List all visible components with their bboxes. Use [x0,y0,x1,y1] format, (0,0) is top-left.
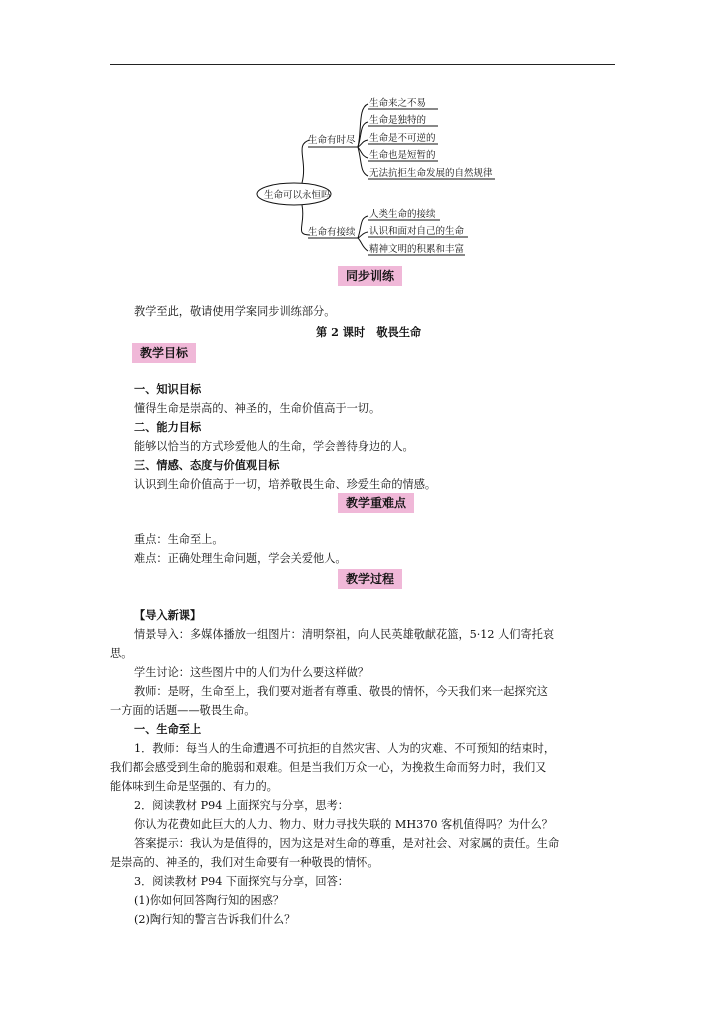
header-rule [110,64,615,65]
paragraph-line: 答案提示：我认为是值得的，因为这是对生命的尊重，是对社会、对家属的责任。生命 [134,837,560,850]
section-label-sync: 同步训练 [338,266,402,286]
goal-heading: 三、情感、态度与价值观目标 [134,458,280,472]
mindmap-leaf: 生命是不可逆的 [369,133,436,144]
lesson-title: 第 2 课时 敬畏生命 [316,325,422,339]
paragraph-line: 情景导入：多媒体播放一组图片：清明祭祖，向人民英雄敬献花篮，5·12 人们寄托哀 [134,628,555,641]
section-label-key-points: 教学重难点 [338,493,414,513]
mindmap-connector [358,238,368,251]
sync-text: 教学至此，敬请使用学案同步训练部分。 [134,305,336,318]
mindmap-leaf: 生命也是短暂的 [369,150,436,161]
mindmap-leaf: 认识和面对自己的生命 [369,226,465,237]
mindmap-root-label: 生命可以永恒吗 [264,190,331,201]
key-point-difficulty: 难点：正确处理生命问题，学会关爱他人。 [134,552,347,565]
paragraph-line: 学生讨论：这些图片中的人们为什么要这样做？ [134,666,369,679]
mindmap-branch-label: 生命有接续 [308,227,356,238]
paragraph-line: 3．阅读教材 P94 下面探究与分享，回答： [134,875,349,888]
mindmap-branch-label: 生命有时尽 [308,135,356,146]
goal-text: 懂得生命是崇高的、神圣的，生命价值高于一切。 [134,402,381,415]
paragraph-line: 2．阅读教材 P94 上面探究与分享，思考： [134,799,349,812]
paragraph-line: 我们都会感受到生命的脆弱和艰难。但是当我们万众一心，为挽救生命而努力时，我们又 [110,761,547,774]
paragraph-line: 教师：是呀，生命至上，我们要对逝者有尊重、敬畏的情怀，今天我们来一起探究这 [134,685,548,698]
goal-heading: 二、能力目标 [134,420,202,434]
mindmap-leaf: 人类生命的接续 [369,209,436,220]
section-label-goals: 教学目标 [132,343,196,363]
goal-text: 认识到生命价值高于一切，培养敬畏生命、珍爱生命的情感。 [134,478,437,491]
goal-text: 能够以恰当的方式珍爱他人的生命，学会善待身边的人。 [134,440,414,453]
mindmap-connector [358,147,368,176]
goal-heading: 一、知识目标 [134,382,202,396]
paragraph-line: 你认为花费如此巨大的人力、物力、财力寻找失联的 MH370 客机值得吗？为什么？ [134,818,553,831]
mindmap-leaf: 无法抗拒生命发展的自然规律 [369,168,493,179]
intro-heading: 【导入新课】 [134,608,202,622]
section-label-process: 教学过程 [338,569,402,589]
mindmap-leaf: 精神文明的积累和丰富 [369,244,465,255]
question-line: (1)你如何回答陶行知的困惑？ [134,894,285,907]
paragraph-line: 一方面的话题——敬畏生命。 [110,704,256,717]
mindmap-leaf: 生命来之不易 [369,98,427,109]
mindmap-diagram [250,90,510,265]
paragraph-line: 思。 [110,647,133,660]
mindmap-leaf: 生命是独特的 [369,115,427,126]
key-point-focus: 重点：生命至上。 [134,533,224,546]
paragraph-line: 是崇高的、神圣的，我们对生命要有一种敬畏的情怀。 [110,856,379,869]
mindmap-connector [302,140,310,183]
paragraph-line: 能体味到生命是坚强的、有力的。 [110,780,278,793]
paragraph-line: 1．教师：每当人的生命遭遇不可抗拒的自然灾害、人为的灾难、不可预知的结束时， [134,742,556,755]
section-heading: 一、生命至上 [134,722,202,736]
question-line: (2)陶行知的警言告诉我们什么？ [134,913,296,926]
